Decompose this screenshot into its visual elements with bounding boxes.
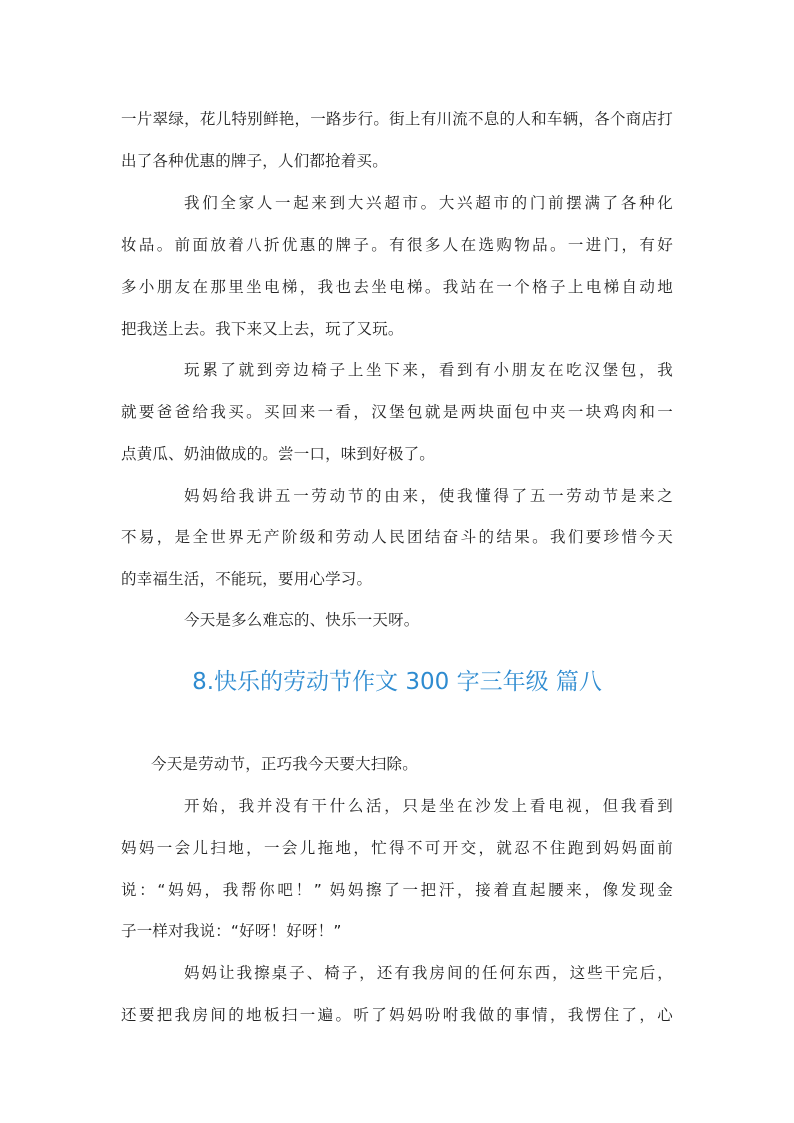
paragraph-line: 说：“妈妈，我帮你吧！” 妈妈擦了一把汗，接着直起腰来，像发现金 (121, 881, 673, 899)
paragraph-line: 妆品。前面放着八折优惠的牌子。有很多人在选购物品。一进门，有好 (121, 236, 673, 254)
paragraph-line: 点黄瓜、奶油做成的。尝一口，味到好极了。 (121, 445, 436, 463)
paragraph-line: 今天是劳动节，正巧我今天要大扫除。 (151, 755, 418, 773)
paragraph-line: 还要把我房间的地板扫一遍。听了妈妈吩咐我做的事情，我愣住了，心 (121, 1006, 673, 1024)
section-heading: 8.快乐的劳动节作文 300 字三年级 篇八 (192, 669, 602, 695)
paragraph-line: 多小朋友在那里坐电梯，我也去坐电梯。我站在一个格子上电梯自动地 (121, 278, 673, 296)
paragraph-line: 不易，是全世界无产阶级和劳动人民团结奋斗的结果。我们要珍惜今天 (121, 528, 673, 546)
paragraph-line: 把我送上去。我下来又上去，玩了又玩。 (121, 320, 404, 338)
paragraph-line: 开始，我并没有干什么活，只是坐在沙发上看电视，但我看到 (184, 797, 673, 815)
paragraph-line: 今天是多么难忘的、快乐一天呀。 (184, 611, 420, 629)
paragraph-line: 妈妈给我讲五一劳动节的由来，使我懂得了五一劳动节是来之 (184, 487, 673, 505)
paragraph-line: 玩累了就到旁边椅子上坐下来，看到有小朋友在吃汉堡包，我 (184, 361, 673, 379)
paragraph-line: 出了各种优惠的牌子，人们都抢着买。 (121, 152, 388, 170)
paragraph-line: 我们全家人一起来到大兴超市。大兴超市的门前摆满了各种化 (184, 194, 673, 212)
paragraph-line: 妈妈让我擦桌子、椅子，还有我房间的任何东西，这些干完后， (184, 964, 673, 982)
paragraph-line: 一片翠绿，花儿特别鲜艳，一路步行。街上有川流不息的人和车辆，各个商店打 (121, 110, 673, 128)
paragraph-line: 的幸福生活，不能玩，要用心学习。 (121, 570, 373, 588)
paragraph-line: 妈妈一会儿扫地，一会儿拖地，忙得不可开交，就忍不住跑到妈妈面前 (121, 839, 673, 857)
paragraph-line: 就要爸爸给我买。买回来一看，汉堡包就是两块面包中夹一块鸡肉和一 (121, 403, 673, 421)
paragraph-line: 子一样对我说：“好呀！好呀！” (121, 922, 342, 940)
